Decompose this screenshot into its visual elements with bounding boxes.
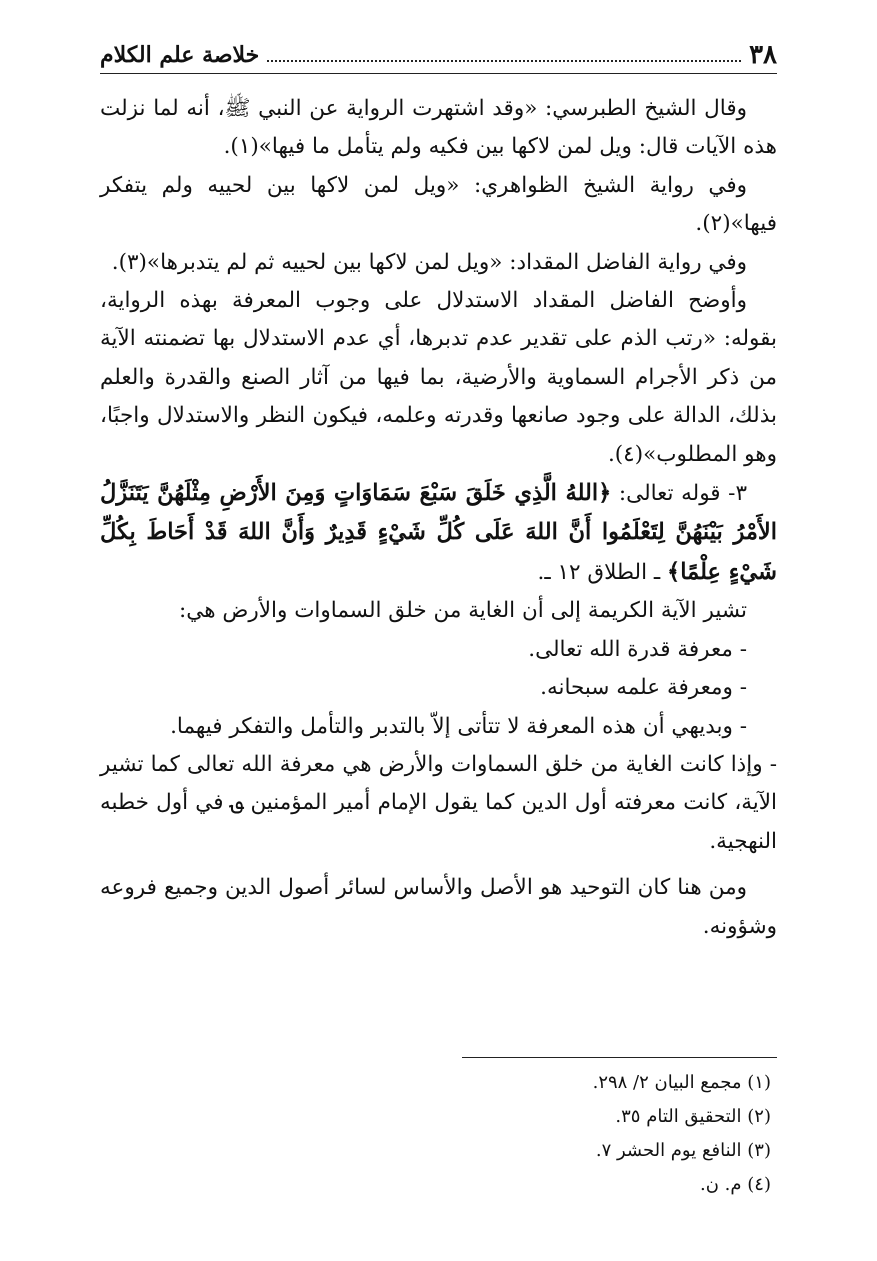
footnote-item: (٤) م. ن. (700, 1174, 771, 1195)
running-title: خلاصة علم الكلام (100, 42, 260, 68)
spacer (100, 861, 777, 869)
footnote-separator (462, 1057, 777, 1058)
paragraph-dhawahiri: وفي رواية الشيخ الظواهري: «ويل لمن لاكها بين لحييه ولم يتفكر فيها»(٢). (100, 172, 777, 237)
verse-intro: ٣- قوله تعالى: (618, 481, 747, 507)
page-number: ٣٨ (749, 40, 777, 70)
list-item-power: - معرفة قدرة الله تعالى. (528, 636, 747, 662)
header-rule (100, 73, 777, 74)
footnote-item: (١) مجمع البيان ٢/ ٢٩٨. (592, 1072, 771, 1093)
page-body (100, 90, 777, 946)
paragraph-explanation: وأوضح الفاضل المقداد الاستدلال على وجوب المعرفة بهذه الرواية، بقوله: «رتب الذم على تقدير عدم تدبرها، أي عدم الاستدلال بها تضمنته الآية من ذكر الأجرام السماوية والأرضية، بما فيها من آثار الصنع والقدرة والعلم بذلك، الدالة على وجود صانعها وقدرته وعلمه، فيكون النظر والاستدلال واجبًا، وهو المطلوب»(٤). (100, 288, 777, 467)
footnote-item: (٣) النافع يوم الحشر ٧. (595, 1140, 771, 1161)
list-item-reflection: - وبديهي أن هذه المعرفة لا تتأتى إلاّ بالتدبر والتأمل والتفكر فيهما. (170, 713, 747, 739)
header-leader-dots (267, 59, 741, 62)
list-item-first-of-religion: - وإذا كانت الغاية من خلق السماوات والأرض هي معرفة الله تعالى كما تشير الآية، كانت معرفته أول الدين كما يقول الإمام أمير المؤمنين ؈ في أول خطبه النهجية. (100, 751, 777, 854)
verse-reference: ـ الطلاق ١٢ ـ. (537, 559, 661, 585)
paragraph-tawhid: ومن هنا كان التوحيد هو الأصل والأساس لسائر أصول الدين وجميع فروعه وشؤونه. (100, 875, 777, 939)
list-item-knowledge: - ومعرفة علمه سبحانه. (540, 675, 747, 701)
running-header (100, 26, 777, 74)
paragraph-purpose: تشير الآية الكريمة إلى أن الغاية من خلق السماوات والأرض هي: (179, 598, 747, 624)
paragraph-miqdad: وفي رواية الفاضل المقداد: «ويل لمن لاكها بين لحييه ثم لم يتدبرها»(٣). (111, 249, 747, 275)
footnotes (100, 1066, 777, 1202)
footnote-item: (٢) التحقيق التام ٣٥. (615, 1106, 771, 1127)
verse-paragraph (100, 474, 777, 592)
quran-verse: ﴿اللهُ الَّذِي خَلَقَ سَبْعَ سَمَاوَاتٍ وَمِنَ الأَرْضِ مِثْلَهُنَّ يَتَنَزَّلُ الأَمْرُ بَيْنَهُنَّ لِتَعْلَمُوا أَنَّ اللهَ عَلَى كُلِّ شَيْءٍ قَدِيرٌ وَأَنَّ اللهَ قَدْ أَحَاطَ بِكُلِّ شَيْءٍ عِلْمًا﴾ (100, 480, 777, 585)
paragraph-tabarsi: وقال الشيخ الطبرسي: «وقد اشتهرت الرواية عن النبي ﷺ، أنه لما نزلت هذه الآيات قال: ويل لمن لاكها بين فكيه ولم يتأمل ما فيها»(١). (100, 96, 777, 160)
